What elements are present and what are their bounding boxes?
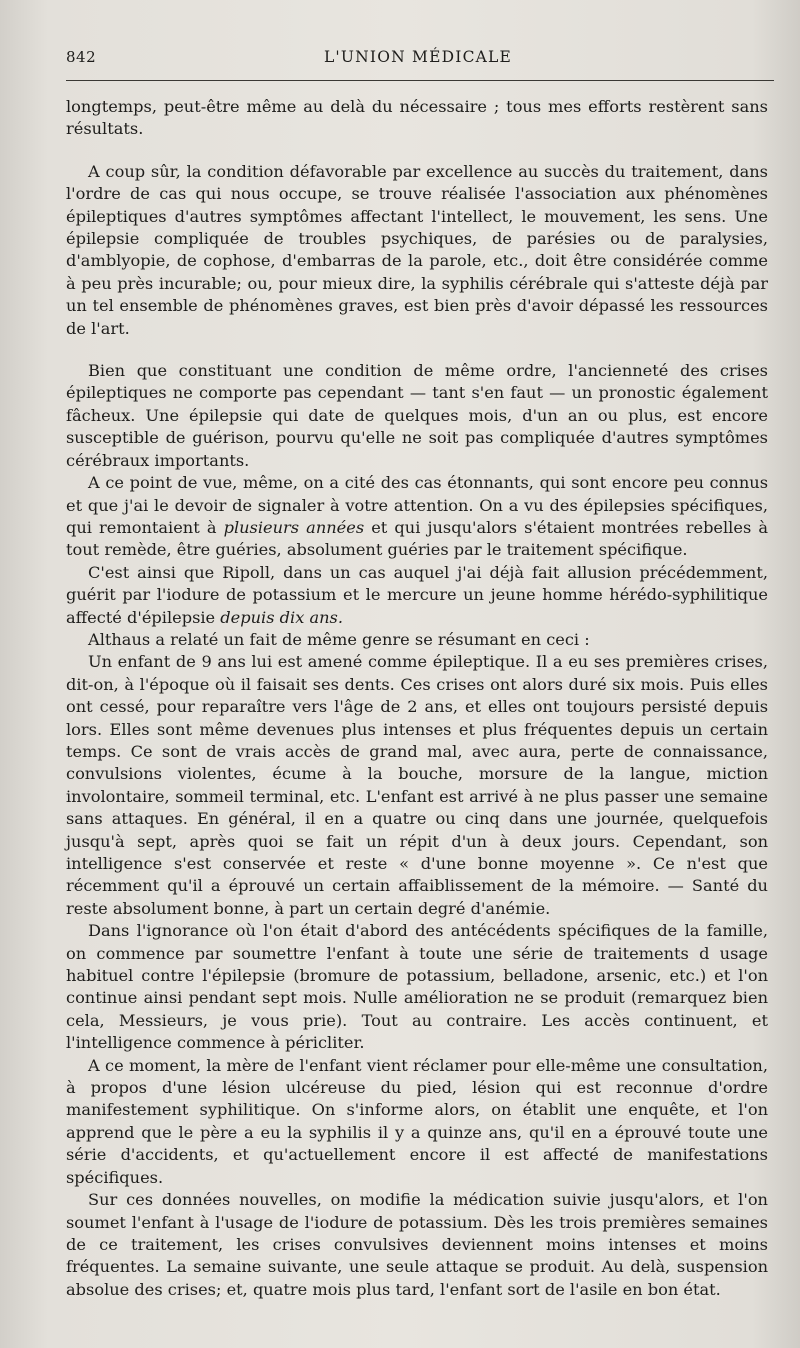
- paragraph-ignorance: Dans l'ignorance où l'on était d'abord des antécédents spécifiques de la famille, on commence par soumettre l'enfant à toute une série de traitements d usage habituel contre l'épilepsie (bromure de potassium, belladone, arsenic, etc.) et l'on continue ainsi pendant sept mois. Nulle amélioration ne se produit (remarquez bien cela, Messieurs, je vous prie). Tout au contraire. Les accès continuent, et l'intelligence commence à péricliter.: [66, 921, 768, 1053]
- page-number: 842: [66, 48, 97, 66]
- text-segment: A ce point de vue, même, on a cité des cas étonnants, qui sont encore peu connus et que j'ai le devoir de signaler à votre attention. On a vu des épilepsies spécifiques, qui remontaient à: [66, 473, 768, 537]
- paragraph-case-child: Un enfant de 9 ans lui est amené comme épileptique. Il a eu ses premières crises, dit-on, à l'époque où il faisait ses dents. Ces crises ont alors duré six mois. Puis elles ont cessé, pour reparaître vers l'âge de 2 ans, et elles ont toujours persisté depuis lors. Elles sont même devenues plus intenses et plus fréquentes depuis un certain temps. Ce sont de vrais accès de grand mal, avec aura, perte de connaissance, convulsions violentes, écume à la bouche, morsure de la langue, miction involontaire, sommeil terminal, etc. L'enfant est arrivé à ne plus passer une semaine sans attaques. En général, il en a quatre ou cinq dans une journée, quelquefois jusqu'à sept, après quoi se fait un répit d'un à deux jours. Cependant, son intelligence s'est conservée et reste « d'une bonne moyenne ». Ce n'est que récemment qu'il a éprouvé un certain affaiblissement de la mémoire. — Santé du reste absolument bonne, à part un certain degré d'anémie.: [66, 652, 768, 918]
- paragraph-althaus: Althaus a relaté un fait de même genre se résumant en ceci :: [88, 629, 590, 649]
- paragraph-astonishing-cases: [66, 472, 768, 562]
- text-segment: C'est ainsi que Ripoll, dans un cas auquel j'ai déjà fait allusion précédemment, guérit par l'iodure de potassium et le mercure un jeune homme hérédo-syphilitique affecté d'épilepsie: [66, 562, 768, 627]
- italic-emphasis: plusieurs années: [223, 517, 365, 537]
- paragraph-mother-consultation: A ce moment, la mère de l'enfant vient réclamer pour elle-même une consultation, à propos d'une lésion ulcéreuse du pied, lésion qui est reconnue d'ordre manifestement syphilitique. On s'informe alors, on établit une enquête, et l'on apprend que le père a eu la syphilis il y a quinze ans, qu'il en a éprouvé toute une série d'accidents, et qu'actuellement encore il est affecté de manifestations spécifiques.: [66, 1055, 768, 1187]
- paragraph-unfavorable-condition: A coup sûr, la condition défavorable par excellence au succès du traitement, dans l'ordre de cas qui nous occupe, se trouve réalisée l'association aux phénomènes épileptiques d'autres symptômes affectant l'intellect, le mouvement, les sens. Une épilepsie compliquée de troubles psychiques, de parésies ou de paralysies, d'amblyopie, de cophose, d'embarras de la parole, etc., doit être considérée comme à peu près incurable; ou, pour mieux dire, la syphilis cérébrale qui s'atteste déjà par un tel ensemble de phénomènes graves, est bien près d'avoir dépassé les ressources de l'art.: [66, 161, 768, 338]
- page-header: [66, 48, 770, 74]
- paragraph-ancientness: Bien que constituant une condition de même ordre, l'ancienneté des crises épileptiques ne comporte pas cependant — tant s'en faut — un pronostic également fâcheux. Une épilepsie qui date de quelques mois, d'un an ou plus, est encore susceptible de guérison, pourvu qu'elle ne soit pas compliquée d'autres symptômes cérébraux importants.: [66, 361, 768, 470]
- header-rule: [66, 80, 774, 81]
- paragraph-continuation: longtemps, peut-être même au delà du nécessaire ; tous mes efforts restèrent sans résultats.: [66, 97, 768, 139]
- running-title: L'UNION MÉDICALE: [323, 48, 513, 66]
- italic-emphasis: depuis dix ans.: [220, 607, 343, 627]
- paragraph-ripoll: [66, 562, 768, 629]
- text-segment: et qui jusqu'alors s'étaient montrées rebelles à tout remède, être guéries, absolument guéries par le traitement spécifique.: [66, 517, 768, 560]
- paragraph-new-treatment: Sur ces données nouvelles, on modifie la médication suivie jusqu'alors, et l'on soumet l'enfant à l'usage de l'iodure de potassium. Dès les trois premières semaines de ce traitement, les crises convulsives deviennent moins intenses et moins fréquentes. La semaine suivante, une seule attaque se produit. Au delà, suspension absolue des crises; et, quatre mois plus tard, l'enfant sort de l'asile en bon état.: [66, 1190, 768, 1299]
- body-text: [66, 96, 768, 1301]
